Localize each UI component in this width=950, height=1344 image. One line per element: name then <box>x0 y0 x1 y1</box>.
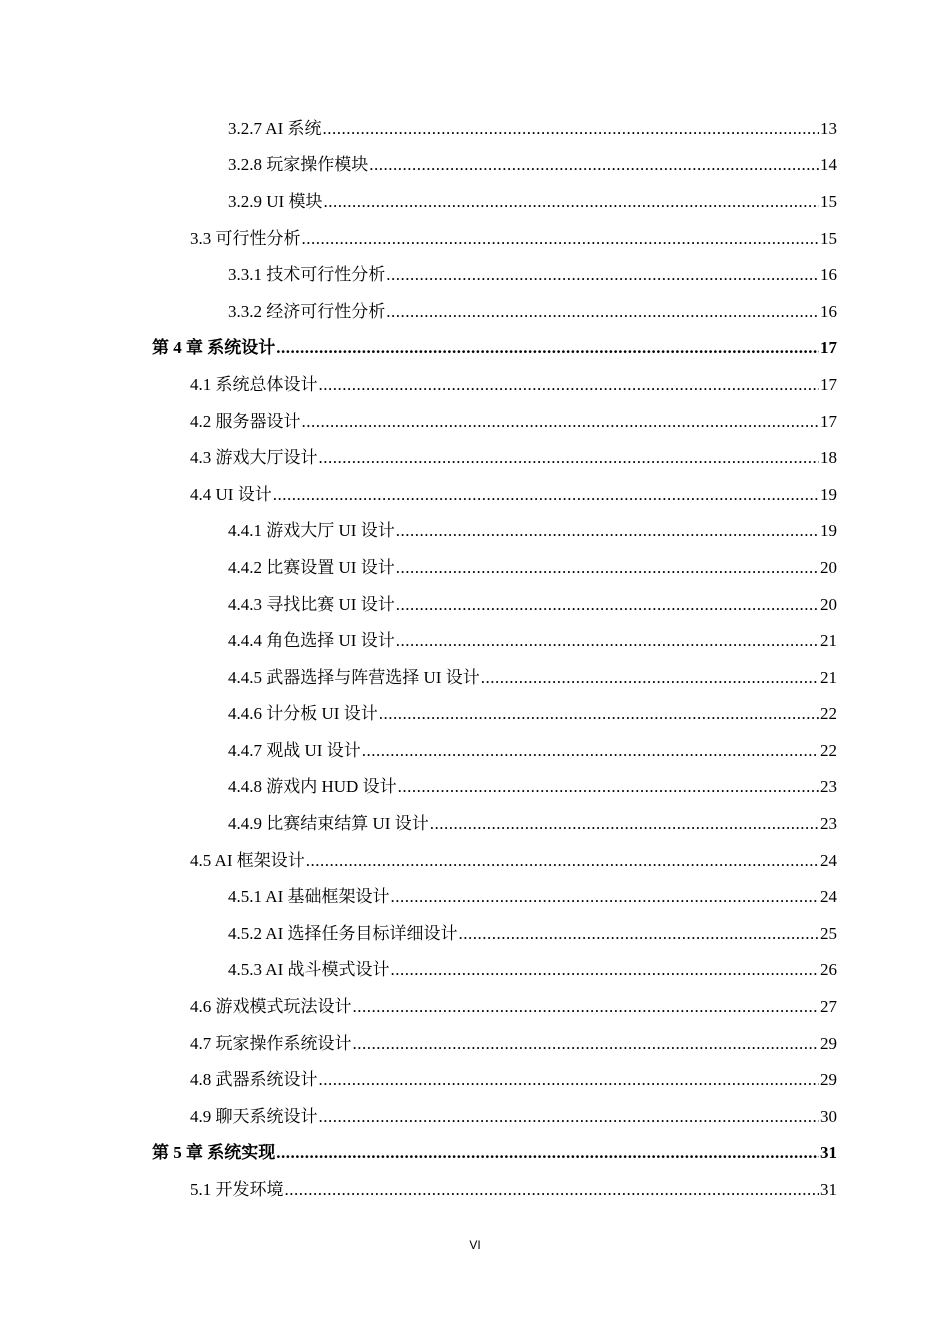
toc-dot-leader <box>459 924 820 944</box>
table-of-contents <box>0 108 950 1206</box>
toc-entry-title: 4.4.7 观战 UI 设计 <box>228 740 361 760</box>
toc-dot-leader <box>306 851 819 871</box>
toc-dot-leader <box>386 265 819 285</box>
toc-entry-page-number: 25 <box>820 923 837 943</box>
toc-entry-line <box>228 736 837 761</box>
toc-entry[interactable] <box>0 1169 950 1206</box>
toc-entry[interactable] <box>0 584 950 621</box>
toc-entry[interactable] <box>0 181 950 218</box>
toc-entry-line <box>190 992 837 1017</box>
toc-entry[interactable] <box>0 1059 950 1096</box>
toc-entry-title: 3.3.1 技术可行性分析 <box>228 265 386 285</box>
toc-entry-line <box>228 260 837 285</box>
toc-entry-title: 4.5.2 AI 选择任务目标详细设计 <box>228 923 458 943</box>
toc-entry-page-number: 23 <box>820 814 837 834</box>
toc-entry[interactable] <box>0 1133 950 1170</box>
toc-entry-line <box>190 370 837 395</box>
toc-dot-leader <box>353 1034 820 1054</box>
toc-entry[interactable] <box>0 291 950 328</box>
toc-entry-title: 4.4.3 寻找比赛 UI 设计 <box>228 594 395 614</box>
toc-entry-title: 4.8 武器系统设计 <box>190 1070 318 1090</box>
toc-entry-title: 4.4.4 角色选择 UI 设计 <box>228 631 395 651</box>
toc-entry-page-number: 20 <box>820 557 837 577</box>
toc-entry[interactable] <box>0 1096 950 1133</box>
toc-entry-line <box>228 882 837 907</box>
toc-dot-leader <box>369 155 819 175</box>
toc-entry-title: 3.3.2 经济可行性分析 <box>228 301 386 321</box>
toc-dot-leader <box>285 1180 820 1200</box>
toc-entry[interactable] <box>0 986 950 1023</box>
toc-entry-page-number: 15 <box>820 191 837 211</box>
toc-dot-leader <box>396 631 819 651</box>
toc-dot-leader <box>319 1070 820 1090</box>
toc-entry[interactable] <box>0 108 950 145</box>
toc-dot-leader <box>386 302 819 322</box>
toc-entry[interactable] <box>0 620 950 657</box>
toc-entry-line <box>228 955 837 980</box>
toc-entry-line <box>228 297 837 322</box>
toc-entry[interactable] <box>0 1023 950 1060</box>
toc-dot-leader <box>323 192 819 212</box>
toc-entry-title: 3.2.7 AI 系统 <box>228 118 322 138</box>
toc-entry-line <box>228 150 837 175</box>
toc-entry-title: 4.7 玩家操作系统设计 <box>190 1033 352 1053</box>
toc-entry-page-number: 21 <box>820 631 837 651</box>
toc-entry-page-number: 18 <box>820 448 837 468</box>
toc-entry-line <box>228 626 837 651</box>
toc-entry[interactable] <box>0 950 950 987</box>
toc-entry-page-number: 24 <box>820 887 837 907</box>
toc-entry-title: 4.5.1 AI 基础框架设计 <box>228 887 390 907</box>
toc-dot-leader <box>302 229 820 249</box>
toc-entry-line <box>228 699 837 724</box>
toc-entry-page-number: 20 <box>820 594 837 614</box>
toc-dot-leader <box>396 521 819 541</box>
toc-dot-leader <box>273 485 819 505</box>
toc-dot-leader <box>319 1107 820 1127</box>
toc-entry-title: 4.6 游戏模式玩法设计 <box>190 997 352 1017</box>
toc-entry[interactable] <box>0 254 950 291</box>
toc-entry-line <box>228 187 837 212</box>
toc-dot-leader <box>379 704 819 724</box>
toc-entry-page-number: 19 <box>820 521 837 541</box>
toc-entry-title: 4.3 游戏大厅设计 <box>190 448 318 468</box>
toc-entry-title: 5.1 开发环境 <box>190 1180 284 1200</box>
toc-entry-title: 4.2 服务器设计 <box>190 411 301 431</box>
toc-entry[interactable] <box>0 547 950 584</box>
toc-entry-page-number: 21 <box>820 667 837 687</box>
toc-entry[interactable] <box>0 364 950 401</box>
toc-dot-leader <box>396 595 819 615</box>
toc-entry-title: 第 5 章 系统实现 <box>152 1143 276 1163</box>
toc-entry[interactable] <box>0 145 950 182</box>
toc-entry-title: 4.4.2 比赛设置 UI 设计 <box>228 557 395 577</box>
toc-entry-line <box>190 480 837 505</box>
page-number: VI <box>469 1238 481 1252</box>
toc-entry-line <box>228 919 837 944</box>
toc-dot-leader <box>481 668 819 688</box>
toc-entry-title: 3.2.8 玩家操作模块 <box>228 155 369 175</box>
toc-entry-page-number: 16 <box>820 301 837 321</box>
toc-entry[interactable] <box>0 840 950 877</box>
toc-entry-title: 4.4.8 游戏内 HUD 设计 <box>228 777 397 797</box>
toc-dot-leader <box>353 997 820 1017</box>
toc-dot-leader <box>323 119 820 139</box>
toc-entry-line <box>190 1065 837 1090</box>
toc-entry-title: 4.5.3 AI 战斗模式设计 <box>228 960 390 980</box>
toc-entry[interactable] <box>0 767 950 804</box>
toc-entry-title: 3.2.9 UI 模块 <box>228 191 323 211</box>
toc-entry-line <box>190 1102 837 1127</box>
toc-entry[interactable] <box>0 401 950 438</box>
toc-entry-line <box>190 407 837 432</box>
toc-entry-title: 4.4.9 比赛结束结算 UI 设计 <box>228 814 429 834</box>
toc-entry-line <box>228 553 837 578</box>
toc-entry-line <box>152 1138 837 1163</box>
toc-entry-title: 4.5 AI 框架设计 <box>190 850 305 870</box>
toc-entry-page-number: 14 <box>820 155 837 175</box>
toc-dot-leader <box>319 448 820 468</box>
toc-entry-page-number: 29 <box>820 1033 837 1053</box>
toc-entry[interactable] <box>0 876 950 913</box>
toc-entry-line <box>228 590 837 615</box>
toc-entry-line <box>228 516 837 541</box>
toc-entry-page-number: 13 <box>820 118 837 138</box>
toc-entry-page-number: 17 <box>820 338 837 358</box>
toc-entry-page-number: 22 <box>820 704 837 724</box>
toc-dot-leader <box>391 960 820 980</box>
toc-entry-line <box>190 443 837 468</box>
toc-entry[interactable] <box>0 328 950 365</box>
toc-entry-page-number: 31 <box>820 1180 837 1200</box>
toc-entry-line <box>228 772 837 797</box>
toc-entry-line <box>190 1175 837 1200</box>
toc-dot-leader <box>391 887 820 907</box>
toc-entry-line <box>190 1029 837 1054</box>
toc-entry-page-number: 26 <box>820 960 837 980</box>
toc-entry-title: 4.1 系统总体设计 <box>190 374 318 394</box>
toc-entry[interactable] <box>0 218 950 255</box>
toc-entry-page-number: 17 <box>820 374 837 394</box>
toc-entry[interactable] <box>0 730 950 767</box>
toc-entry-page-number: 24 <box>820 850 837 870</box>
toc-entry-title: 4.4.1 游戏大厅 UI 设计 <box>228 521 395 541</box>
toc-dot-leader <box>276 338 819 358</box>
toc-dot-leader <box>302 412 820 432</box>
toc-entry[interactable] <box>0 694 950 731</box>
toc-dot-leader <box>319 375 820 395</box>
toc-entry-line <box>228 114 837 139</box>
toc-entry-line <box>152 333 837 358</box>
toc-dot-leader <box>362 741 819 761</box>
toc-entry[interactable] <box>0 803 950 840</box>
toc-entry-page-number: 27 <box>820 997 837 1017</box>
toc-dot-leader <box>430 814 819 834</box>
toc-entry[interactable] <box>0 437 950 474</box>
toc-entry-page-number: 30 <box>820 1106 837 1126</box>
toc-entry-title: 4.9 聊天系统设计 <box>190 1106 318 1126</box>
toc-entry-page-number: 23 <box>820 777 837 797</box>
toc-entry[interactable] <box>0 913 950 950</box>
toc-dot-leader <box>276 1143 819 1163</box>
toc-entry-title: 4.4.6 计分板 UI 设计 <box>228 704 378 724</box>
toc-entry-line <box>190 224 837 249</box>
toc-entry-title: 4.4.5 武器选择与阵营选择 UI 设计 <box>228 667 480 687</box>
toc-entry-line <box>228 809 837 834</box>
toc-entry-page-number: 16 <box>820 265 837 285</box>
toc-entry-title: 第 4 章 系统设计 <box>152 338 276 358</box>
toc-entry-title: 3.3 可行性分析 <box>190 228 301 248</box>
toc-dot-leader <box>396 558 819 578</box>
toc-entry[interactable] <box>0 474 950 511</box>
toc-entry-page-number: 17 <box>820 411 837 431</box>
toc-entry-line <box>228 663 837 688</box>
toc-entry[interactable] <box>0 657 950 694</box>
toc-dot-leader <box>398 777 819 797</box>
toc-entry-line <box>190 846 837 871</box>
toc-entry-page-number: 22 <box>820 740 837 760</box>
toc-entry[interactable] <box>0 511 950 548</box>
toc-entry-page-number: 31 <box>820 1143 837 1163</box>
toc-entry-page-number: 19 <box>820 484 837 504</box>
toc-entry-title: 4.4 UI 设计 <box>190 484 272 504</box>
toc-entry-page-number: 15 <box>820 228 837 248</box>
toc-entry-page-number: 29 <box>820 1070 837 1090</box>
